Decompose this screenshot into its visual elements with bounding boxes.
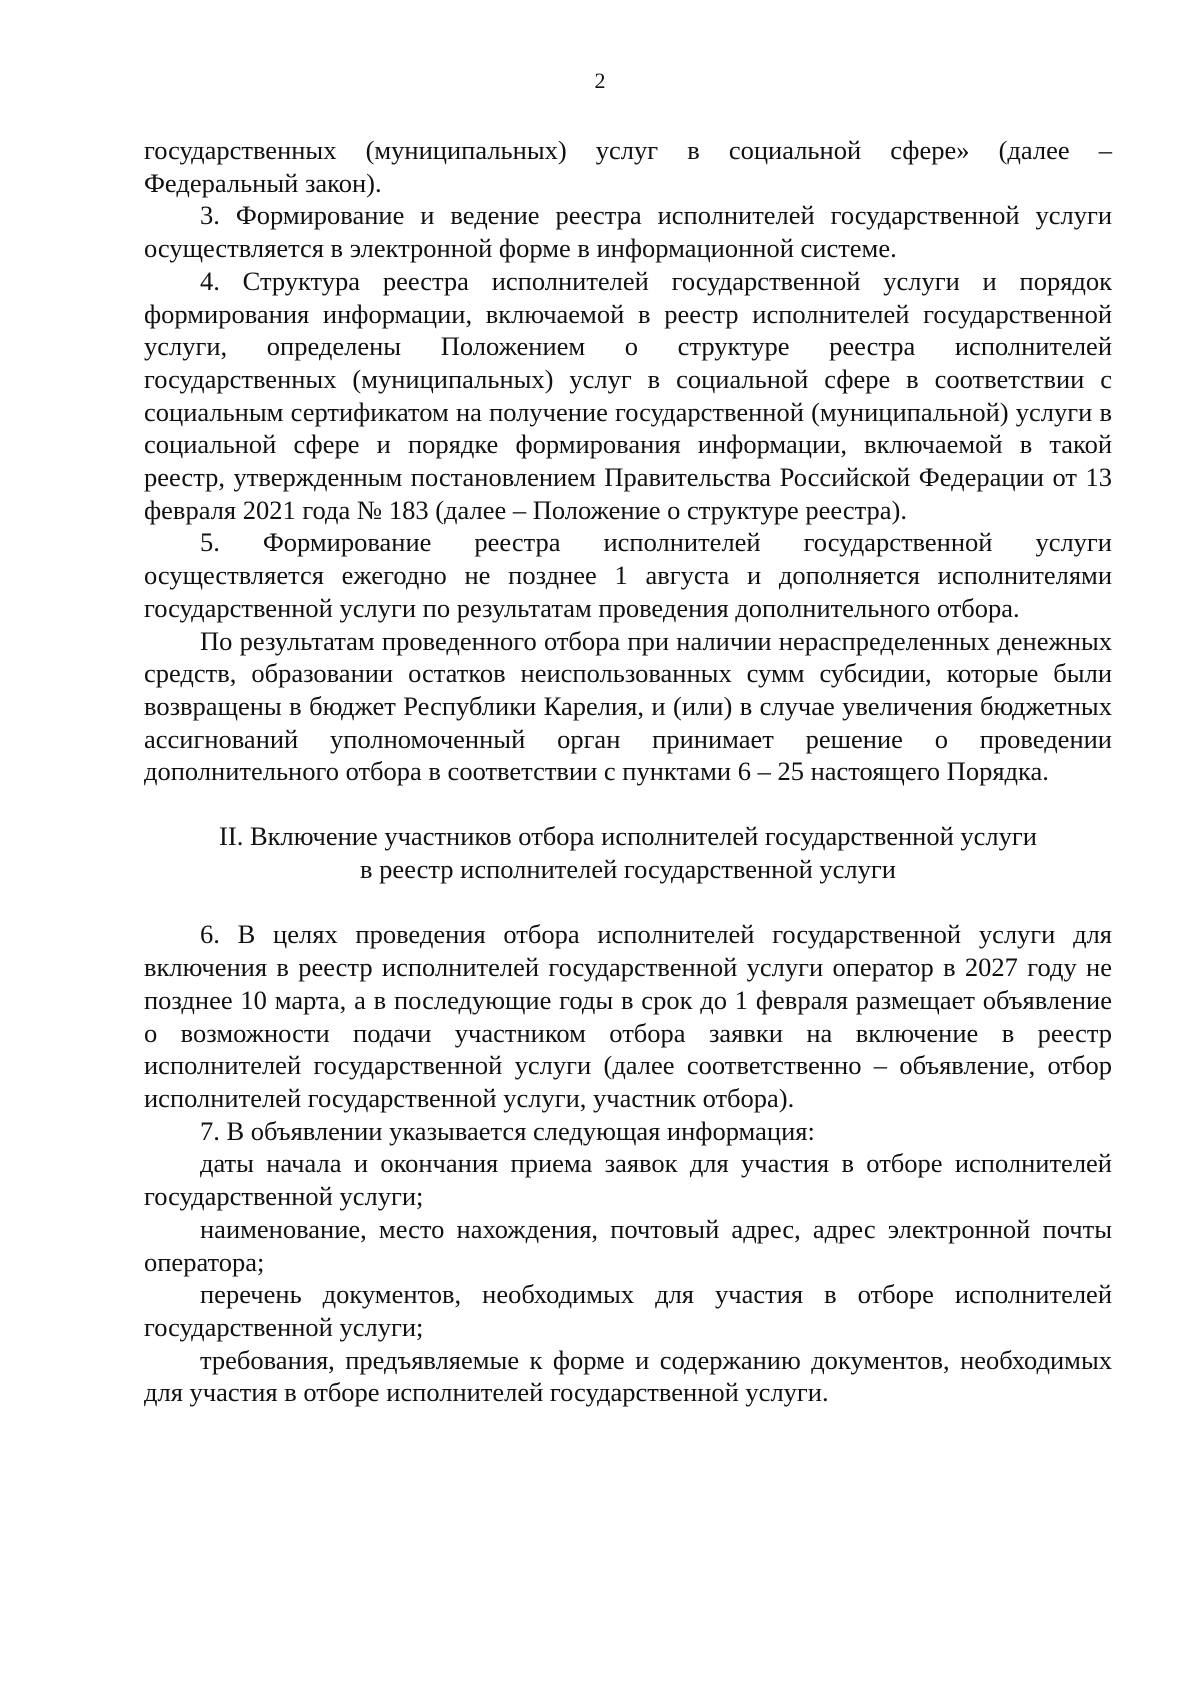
paragraph-additional-selection: По результатам проведенного отбора при наличии нераспределенных денежных средств, образовании остатков неиспользованных сумм субсидии, которые были возвращены в бюджет Республики Карелия, и (или) в случае увеличения бюджетных ассигнований уполномоченный орган принимает решение о проведении дополнительного отбора в соответствии с пунктами 6 – 25 настоящего Порядка. [144, 625, 1112, 787]
paragraph-item-4: 4. Структура реестра исполнителей государственной услуги и порядок формирования информации, включаемой в реестр исполнителей государственной услуги, определены Положением о структуре реестра исполнителей государственных (муниципальных) услуг в социальной сфере в соответствии с социальным сертификатом на получение государственной (муниципальной) услуги в социальной сфере и порядке формирования информации, включаемой в такой реестр, утвержденным постановлением Правительства Российской Федерации от 13 февраля 2021 года № 183 (далее – Положение о структуре реестра). [144, 265, 1112, 525]
list-item-operator-info: наименование, место нахождения, почтовый адрес, адрес электронной почты оператора; [144, 1213, 1112, 1277]
paragraph-item-7: 7. В объявлении указывается следующая информация: [200, 1115, 815, 1146]
paragraph-item-3: 3. Формирование и ведение реестра исполнителей государственной услуги осуществляется в электронной форме в информационной системе. [144, 200, 1112, 264]
page-number: 2 [594, 68, 606, 93]
paragraph-item-6: 6. В целях проведения отбора исполнителей государственной услуги для включения в реестр исполнителей государственной услуги оператор в 2027 году не позднее 10 марта, а в последующие годы в срок до 1 февраля размещает объявление о возможности подачи участником отбора заявки на включение в реестр исполнителей государственной услуги (далее соответственно – объявление, отбор исполнителей государственной услуги, участник отбора). [144, 919, 1112, 1113]
list-item-requirements: требования, предъявляемые к форме и содержанию документов, необходимых для участия в отборе исполнителей государственной услуги. [144, 1344, 1112, 1408]
paragraph-continuation: государственных (муниципальных) услуг в социальной сфере» (далее – Федеральный закон). [144, 135, 1112, 198]
section-heading-line-1: II. Включение участников отбора исполнителей государственной услуги [219, 821, 1037, 852]
document-body [144, 134, 1112, 1409]
section-heading-line-2: в реестр исполнителей государственной услуги [360, 853, 896, 884]
section-heading [144, 820, 1112, 885]
list-item-dates: даты начала и окончания приема заявок для участия в отборе исполнителей государственной услуги; [144, 1148, 1112, 1212]
list-item-documents: перечень документов, необходимых для участия в отборе исполнителей государственной услуги; [144, 1279, 1112, 1342]
paragraph-item-5: 5. Формирование реестра исполнителей государственной услуги осуществляется ежегодно не позднее 1 августа и дополняется исполнителями государственной услуги по результатам проведения дополнительного отбора. [144, 527, 1112, 623]
